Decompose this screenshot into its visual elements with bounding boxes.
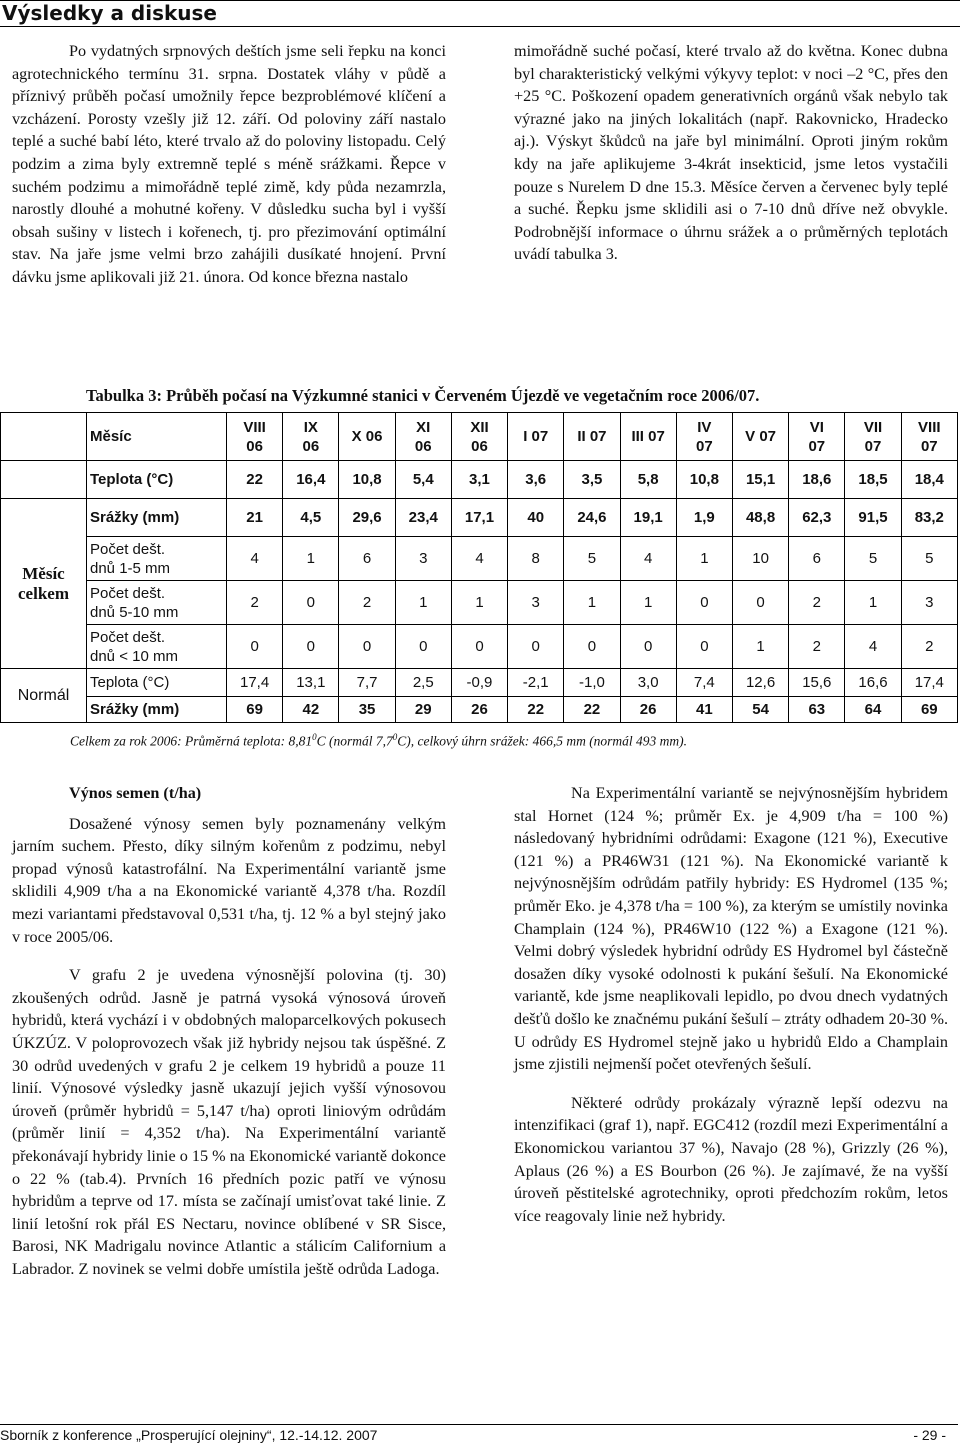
table-cell: 5,8 bbox=[620, 461, 676, 499]
table-cell: 63 bbox=[789, 697, 845, 723]
month-year: 07 bbox=[696, 437, 713, 455]
table-cell: 41 bbox=[676, 697, 732, 723]
table-cell: 29 bbox=[395, 697, 451, 723]
table-row bbox=[1, 537, 958, 581]
row-label-line: dnů 5-10 mm bbox=[90, 603, 179, 621]
row-label: Teplota (°C) bbox=[87, 461, 227, 499]
month-header bbox=[564, 413, 620, 461]
table-cell: 1 bbox=[676, 537, 732, 581]
month-header bbox=[620, 413, 676, 461]
table-cell: 19,1 bbox=[620, 499, 676, 537]
table-header-row bbox=[1, 413, 958, 461]
table-cell: -1,0 bbox=[564, 669, 620, 697]
table-cell: 64 bbox=[845, 697, 901, 723]
table-cell: 54 bbox=[732, 697, 788, 723]
table-cell: 0 bbox=[451, 625, 507, 669]
table-cell: 16,6 bbox=[845, 669, 901, 697]
table-cell: 42 bbox=[283, 697, 339, 723]
table-cell: 10 bbox=[732, 537, 788, 581]
table-cell: 5 bbox=[564, 537, 620, 581]
table-cell: 4 bbox=[845, 625, 901, 669]
table-cell: 4,5 bbox=[283, 499, 339, 537]
page-number: - 29 - bbox=[913, 1427, 946, 1443]
table-cell: 62,3 bbox=[789, 499, 845, 537]
table-cell: 0 bbox=[283, 625, 339, 669]
table-cell: 5,4 bbox=[395, 461, 451, 499]
month-year: 07 bbox=[808, 437, 826, 455]
table-cell: 2 bbox=[789, 625, 845, 669]
table-cell: 21 bbox=[227, 499, 283, 537]
table-cell: 2 bbox=[789, 581, 845, 625]
month-name: X 06 bbox=[351, 428, 383, 445]
yield-paragraph-3: Na Experimentální variantě se nejvýnosnějším hybridem stal Hornet (124 %; průměr Ex. je 4,909 t/ha = 100 %) následovaný hybridními odrůdami: Exagone (121 %), Executive (121 %) a PR46W31 (121 %). Na Ekonomické variantě k nejvýnosnějším odrůdám patřily hybridy: ES Hydromel (135 %; průměr Eko. je 4,378 t/ha = 100 %), za kterým se umístily novinka Champlain (124 %), PR46W10 (122 %) a Exagone (121 %). Velmi dobrý výsledek hybridní odrůdy ES Hydromel byl částečně dosažen díky vysoké odolnosti k pukání šešulí. Na Ekonomické variantě, kde jsme neaplikovali lepidlo, po dvou dnech vydatných dešťů došlo ke značnému pukání šešulí – ztráty odhadem 20-30 %. U odrůdy ES Hydromel stejně jako u hybridů Eldo a Champlain jsme zjistili nejmenší počet otevřených šešulí. bbox=[514, 784, 948, 1074]
table-cell: 7,4 bbox=[676, 669, 732, 697]
table-row bbox=[1, 461, 958, 499]
table-cell: 0 bbox=[620, 625, 676, 669]
table-cell: -2,1 bbox=[508, 669, 564, 697]
table-cell: 18,6 bbox=[789, 461, 845, 499]
table-cell: 12,6 bbox=[732, 669, 788, 697]
table-cell: 10,8 bbox=[676, 461, 732, 499]
month-label: Měsíc bbox=[87, 413, 227, 461]
yield-column-left bbox=[12, 782, 446, 1280]
row-label bbox=[87, 537, 227, 581]
table-cell: 0 bbox=[395, 625, 451, 669]
corner-cell bbox=[1, 413, 87, 461]
month-name: XII bbox=[470, 418, 489, 436]
month-year: 07 bbox=[864, 437, 882, 455]
row-label: Srážky (mm) bbox=[87, 697, 227, 723]
page-footer bbox=[0, 1424, 958, 1445]
table-cell: 91,5 bbox=[845, 499, 901, 537]
row-label-line: dnů < 10 mm bbox=[90, 647, 178, 665]
month-header bbox=[508, 413, 564, 461]
table-cell: 0 bbox=[676, 581, 732, 625]
section-total-label: Měsíc celkem bbox=[1, 499, 87, 669]
empty-cell bbox=[1, 461, 87, 499]
row-label: Srážky (mm) bbox=[87, 499, 227, 537]
table-cell: 69 bbox=[901, 697, 957, 723]
table-cell: 1 bbox=[283, 537, 339, 581]
table-cell: 0 bbox=[227, 625, 283, 669]
month-year: 06 bbox=[246, 437, 263, 455]
table-cell: 26 bbox=[620, 697, 676, 723]
month-name: VIII bbox=[243, 418, 266, 436]
month-header bbox=[845, 413, 901, 461]
table-cell: 26 bbox=[451, 697, 507, 723]
month-name: VIII bbox=[918, 418, 941, 436]
month-name: VII bbox=[863, 418, 883, 436]
table-cell: 15,6 bbox=[789, 669, 845, 697]
table-cell: 3 bbox=[395, 537, 451, 581]
table-cell: 5 bbox=[901, 537, 957, 581]
month-year: 06 bbox=[471, 437, 488, 455]
intro-column-right bbox=[514, 40, 948, 266]
table-cell: 22 bbox=[564, 697, 620, 723]
row-label bbox=[87, 581, 227, 625]
table-cell: 0 bbox=[564, 625, 620, 669]
table-cell: 23,4 bbox=[395, 499, 451, 537]
month-header bbox=[227, 413, 283, 461]
table-cell: 1 bbox=[564, 581, 620, 625]
month-year: 06 bbox=[414, 437, 432, 455]
footer-conference: Sborník z konference „Prosperující olejniny“, 12.-14.12. 2007 bbox=[0, 1427, 378, 1443]
table-cell: 2 bbox=[227, 581, 283, 625]
table-cell: 18,4 bbox=[901, 461, 957, 499]
table-cell: 5 bbox=[845, 537, 901, 581]
row-label bbox=[87, 625, 227, 669]
table-caption: Tabulka 3: Průběh počasí na Výzkumné stanici v Červeném Újezdě ve vegetačním roce 2006/07. bbox=[86, 386, 760, 405]
yield-column-right bbox=[514, 782, 948, 1227]
table-cell: 0 bbox=[339, 625, 395, 669]
month-header bbox=[789, 413, 845, 461]
row-label-line: Počet dešt. bbox=[90, 540, 166, 558]
table-cell: 3 bbox=[901, 581, 957, 625]
weather-table bbox=[0, 412, 958, 723]
table-cell: 3,0 bbox=[620, 669, 676, 697]
month-name: I 07 bbox=[523, 428, 549, 445]
table-cell: 3,5 bbox=[564, 461, 620, 499]
row-label-line: Počet dešt. bbox=[90, 628, 166, 646]
yield-paragraph-4: Některé odrůdy prokázaly výrazně lepší odezvu na intenzifikaci (graf 1), např. EGC412 (rozdíl mezi Experimentální a Ekonomickou variantou 37 %), Navajo (28 %), Grizzly (26 %), Aplaus (26 %) a ES Bourbon (26 %). Je zajímavé, že na vyšší úroveň pěstitelské agrotechniky, oproti předchozím rokům, letos více reagovaly linie než hybridy. bbox=[514, 1093, 948, 1225]
intro-paragraph-left: Po vydatných srpnových deštích jsme seli řepku na konci agrotechnického termínu 31. srpna. Dostatek vláhy v půdě a příznivý průběh počasí umožnily řepce bezproblémové klíčení a vzcházení. Porosty vzešly již 12. září. Od poloviny září nastalo teplé a suché babí léto, které trvalo až do poloviny listopadu. Celý podzim a zima byly extremně teplé s méně srážkami. Řepce v suchém podzimu a mimořádně teplé zimě, kdy půda nezamrzla, narostly dlouhé a mohutné kořeny. V důsledku sucha byl i vyšší obsah sušiny v listech i kořenech, tj. pro přezimování optimální stav. Na jaře jsme velmi brzo zahájili dusíkaté hnojení. První dávku jsme aplikovali již 21. února. Od konce března nastalo bbox=[12, 42, 446, 286]
table-cell: 35 bbox=[339, 697, 395, 723]
month-name: IX bbox=[303, 418, 318, 436]
table-cell: 17,4 bbox=[901, 669, 957, 697]
table-cell: 0 bbox=[508, 625, 564, 669]
intro-paragraph-right: mimořádně suché počasí, které trvalo až do května. Konec dubna byl charakteristický velkými výkyvy teplot: v noci –2 °C, přes den +25 °C. Poškození opadem generativních orgánů však nebylo tak výrazné jako na jiných lokalitách (např. Rakovnicko, Hradecko aj.). Výskyt škůdců na jaře byl minimální. Oproti jiným rokům kdy na jaře aplikujeme 3-4krát insekticid, jsme letos vystačili pouze s Nurelem D dne 15.3. Měsíce červen a červenec byly teplé a suché. Řepku jsme sklidili asi o 7-10 dnů dříve než obvykle. Podrobnější informace o úhrnu srážek a o průměrných teplotách uvádí tabulka 3. bbox=[514, 42, 948, 264]
table-cell: 15,1 bbox=[732, 461, 788, 499]
month-name: XI bbox=[416, 418, 431, 436]
table-cell: 1 bbox=[620, 581, 676, 625]
intro-column-left bbox=[12, 40, 446, 289]
table-cell: 1 bbox=[732, 625, 788, 669]
table-cell: 1 bbox=[845, 581, 901, 625]
table-cell: 1 bbox=[395, 581, 451, 625]
table-cell: 0 bbox=[283, 581, 339, 625]
yield-paragraph-1: Dosažené výnosy semen byly poznamenány velkým jarním suchem. Přesto, díky silným kořenům z podzimu, nebyl propad výnosů katastrofální. Na Experimentální variantě jsme sklidili 4,909 t/ha a na Ekonomické variantě 4,378 t/ha. Rozdíl mezi variantami představoval 0,531 t/ha, tj. 12 % a byl stejný jako v roce 2005/06. bbox=[12, 814, 446, 946]
table-cell: 29,6 bbox=[339, 499, 395, 537]
table-cell: 6 bbox=[789, 537, 845, 581]
month-name: VI bbox=[809, 418, 824, 436]
table-cell: 2 bbox=[339, 581, 395, 625]
table-cell: 6 bbox=[339, 537, 395, 581]
table-cell: 22 bbox=[227, 461, 283, 499]
table-cell: 8 bbox=[508, 537, 564, 581]
month-name: II 07 bbox=[577, 428, 607, 445]
month-year: 07 bbox=[920, 437, 938, 455]
table-row bbox=[1, 625, 958, 669]
normal-row bbox=[1, 697, 958, 723]
table-cell: 7,7 bbox=[339, 669, 395, 697]
table-cell: 4 bbox=[451, 537, 507, 581]
month-header bbox=[339, 413, 395, 461]
table-cell: 13,1 bbox=[283, 669, 339, 697]
table-cell: 17,1 bbox=[451, 499, 507, 537]
table-cell: 3,6 bbox=[508, 461, 564, 499]
table-cell: 17,4 bbox=[227, 669, 283, 697]
table-note: Celkem za rok 2006: Průměrná teplota: 8,81$^0$C (normál $7,7^0C$), celkový úhrn srážek: 466,5 mm (normál 493 mm). bbox=[70, 732, 688, 749]
row-label: Teplota (°C) bbox=[87, 669, 227, 697]
table-row bbox=[1, 499, 958, 537]
month-name: IV bbox=[697, 418, 712, 436]
row-label-line: Počet dešt. bbox=[90, 584, 166, 602]
table-cell: 0 bbox=[676, 625, 732, 669]
table-cell: 10,8 bbox=[339, 461, 395, 499]
month-header bbox=[395, 413, 451, 461]
table-cell: 69 bbox=[227, 697, 283, 723]
yield-paragraph-2: V grafu 2 je uvedena výnosnější polovina (tj. 30) zkoušených odrůd. Jasně je patrná vysoká výnosová úroveň hybridů, která vychází i v obdobných maloparcelkových pokusech ÚKZÚZ. V poloprovozech však již hybridy nejsou tak úspěšné. Z 30 odrůd uvedených v grafu 2 je celkem 19 hybridů a pouze 11 linií. Výnosové výsledky jasně ukazují jejich vyšší výnosovou úroveň (průměr hybridů = 5,147 t/ha) oproti liniovým odrůdám (průměr linií = 4,352 t/ha). Na Experimentální variantě překonávají hybridy linie o 15 % na Ekonomické variantě dokonce o 22 % (tab.4). Prvních 16 předních pozic patří ve výnosu hybridům a teprve od 17. místa se začínají umisťovat také linie. Z linií letošní rok přál ES Nectaru, novince oblíbené v SR Sisce, Barosi, NK Madrigalu novince Atlantic a stálicím Californium a Labrador. Z novinek se velmi dobře umístila ještě odrůda Ladoga. bbox=[12, 966, 446, 1278]
month-name: V 07 bbox=[745, 428, 776, 445]
table-cell: 22 bbox=[508, 697, 564, 723]
section-normal-label: Normál bbox=[1, 669, 87, 723]
month-header bbox=[451, 413, 507, 461]
month-header bbox=[676, 413, 732, 461]
table-cell: 83,2 bbox=[901, 499, 957, 537]
table-cell: 1 bbox=[451, 581, 507, 625]
table-cell: -0,9 bbox=[451, 669, 507, 697]
section-title: Výsledky a diskuse bbox=[0, 0, 960, 27]
table-cell: 3 bbox=[508, 581, 564, 625]
table-cell: 40 bbox=[508, 499, 564, 537]
table-cell: 0 bbox=[732, 581, 788, 625]
table-cell: 1,9 bbox=[676, 499, 732, 537]
month-name: III 07 bbox=[631, 428, 665, 445]
subheading: Výnos semen (t/ha) bbox=[69, 784, 202, 802]
table-cell: 2,5 bbox=[395, 669, 451, 697]
month-header bbox=[901, 413, 957, 461]
table-cell: 4 bbox=[620, 537, 676, 581]
table-cell: 24,6 bbox=[564, 499, 620, 537]
normal-row bbox=[1, 669, 958, 697]
table-cell: 48,8 bbox=[732, 499, 788, 537]
month-year: 06 bbox=[302, 437, 320, 455]
table-cell: 18,5 bbox=[845, 461, 901, 499]
month-header bbox=[283, 413, 339, 461]
table-cell: 16,4 bbox=[283, 461, 339, 499]
table-cell: 4 bbox=[227, 537, 283, 581]
table-cell: 3,1 bbox=[451, 461, 507, 499]
table-cell: 2 bbox=[901, 625, 957, 669]
table-row bbox=[1, 581, 958, 625]
row-label-line: dnů 1-5 mm bbox=[90, 559, 171, 577]
month-header bbox=[732, 413, 788, 461]
